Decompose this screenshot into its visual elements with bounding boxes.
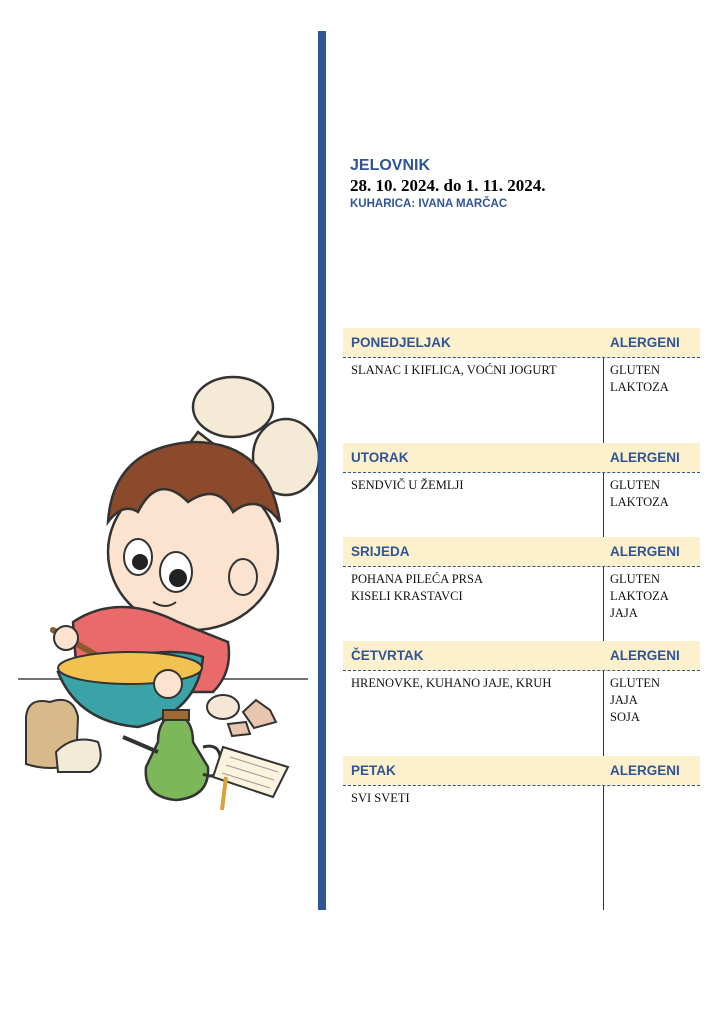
day-name: SRIJEDA [351, 544, 410, 559]
day-name: PETAK [351, 763, 396, 778]
allergen-list [610, 362, 669, 396]
allergens-header: ALERGENI [610, 335, 680, 350]
day-header [343, 443, 700, 473]
allergen: SOJA [610, 710, 640, 724]
allergen: JAJA [610, 606, 638, 620]
day-header [343, 756, 700, 786]
day-wednesday [343, 537, 700, 620]
vertical-accent-bar [318, 31, 326, 910]
allergen: GLUTEN [610, 676, 660, 690]
menu-item: POHANA PILEĆA PRSA [351, 572, 483, 586]
day-friday [343, 756, 700, 805]
date-range: 28. 10. 2024. do 1. 11. 2024. [350, 176, 546, 195]
menu-items [351, 675, 551, 692]
menu-item: SENDVIČ U ŽEMLJI [351, 478, 464, 492]
day-header [343, 537, 700, 567]
menu-items [351, 362, 557, 379]
allergen-column-divider [603, 328, 604, 910]
allergens-header: ALERGENI [610, 763, 680, 778]
day-tuesday [343, 443, 700, 509]
menu-header [350, 156, 546, 212]
menu-items [351, 790, 410, 807]
pencil-icon [222, 777, 226, 810]
day-thursday [343, 641, 700, 724]
day-header [343, 328, 700, 358]
menu-item: SVI SVETI [351, 791, 410, 805]
menu-items [351, 477, 464, 494]
chef-name: KUHARICA: IVANA MARČAC [350, 198, 508, 210]
allergen: GLUTEN [610, 363, 660, 377]
allergen-list [610, 477, 669, 511]
child-chef-baking-illustration [18, 372, 318, 812]
left-hand [54, 626, 78, 650]
allergen: LAKTOZA [610, 589, 669, 603]
allergens-header: ALERGENI [610, 450, 680, 465]
day-name: ČETVRTAK [351, 648, 424, 663]
menu-item: HRENOVKE, KUHANO JAJE, KRUH [351, 676, 552, 690]
allergen: GLUTEN [610, 572, 660, 586]
menu-item: SLANAC I KIFLICA, VOĆNI JOGURT [351, 363, 557, 377]
menu-items [351, 571, 483, 605]
day-header [343, 641, 700, 671]
page-title: JELOVNIK [350, 157, 431, 174]
menu-item: KISELI KRASTAVCI [351, 589, 463, 603]
allergen: LAKTOZA [610, 380, 669, 394]
day-name: PONEDJELJAK [351, 335, 451, 350]
right-hand [154, 670, 182, 698]
allergen: GLUTEN [610, 478, 660, 492]
allergen: JAJA [610, 693, 638, 707]
allergens-header: ALERGENI [610, 544, 680, 559]
child-head [108, 442, 280, 630]
day-name: UTORAK [351, 450, 409, 465]
allergen: LAKTOZA [610, 495, 669, 509]
day-monday [343, 328, 700, 394]
allergen-list [610, 675, 660, 726]
eggs-icon [207, 695, 276, 736]
allergen-list [610, 571, 669, 622]
allergens-header: ALERGENI [610, 648, 680, 663]
